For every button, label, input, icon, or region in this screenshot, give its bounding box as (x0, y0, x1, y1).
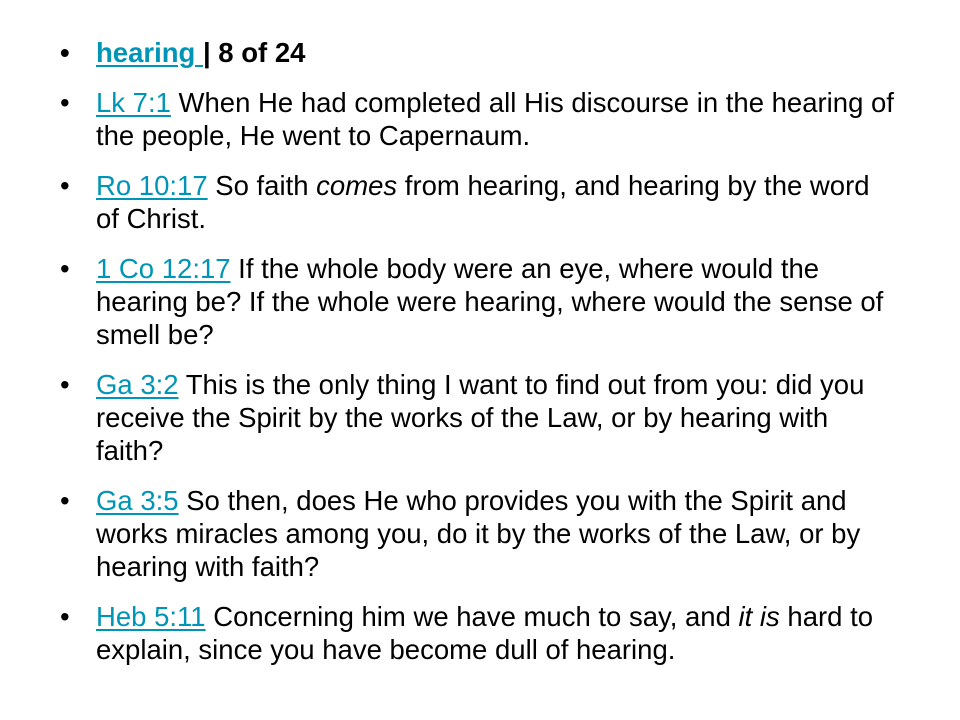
verse-text: When He had completed all His discourse in the hearing of the people, He went to Capernaum. (96, 87, 894, 151)
hearing-link[interactable]: hearing (96, 37, 203, 68)
bullet: • (60, 253, 70, 284)
verse-text: So faith (207, 170, 317, 201)
verse-text: If the whole body were an eye, where would the hearing be? If the whole were hearing, where would the sense of smell be? (96, 253, 884, 350)
verse-text: comes (316, 170, 398, 201)
verse-reference-link[interactable]: Ga 3:2 (96, 369, 179, 400)
verse-reference-link[interactable]: Lk 7:1 (96, 87, 171, 118)
bullet: • (60, 37, 70, 68)
verse-item (60, 600, 900, 666)
verse-reference-link[interactable]: Heb 5:11 (96, 601, 206, 632)
verse-list (60, 36, 900, 666)
bullet: • (60, 170, 70, 201)
verse-item (60, 368, 900, 467)
bullet: • (60, 369, 70, 400)
verse-text: So then, does He who provides you with the Spirit and works miracles among you, do it by the works of the Law, or by hearing with faith? (96, 485, 861, 582)
verse-text: This is the only thing I want to find out from you: did you receive the Spirit by the works of the Law, or by hearing with faith? (96, 369, 865, 466)
verse-text: it is (738, 601, 780, 632)
verse-text: Concerning him we have much to say, and (205, 601, 739, 632)
verse-item (60, 86, 900, 152)
verse-text: hard to explain, since you have become dull of hearing. (96, 601, 874, 665)
bullet: • (60, 601, 70, 632)
verse-item (60, 484, 900, 583)
verse-reference-link[interactable]: 1 Co 12:17 (96, 253, 231, 284)
verse-item (60, 169, 900, 235)
verse-item (60, 252, 900, 351)
verse-reference-link[interactable]: Ro 10:17 (96, 170, 208, 201)
page-counter: | 8 of 24 (202, 37, 306, 68)
bullet: • (60, 87, 70, 118)
verse-reference-link[interactable]: Ga 3:5 (96, 485, 179, 516)
header-item (60, 36, 900, 69)
verse-text: from hearing, and hearing by the word of Christ. (96, 170, 870, 234)
bullet: • (60, 485, 70, 516)
